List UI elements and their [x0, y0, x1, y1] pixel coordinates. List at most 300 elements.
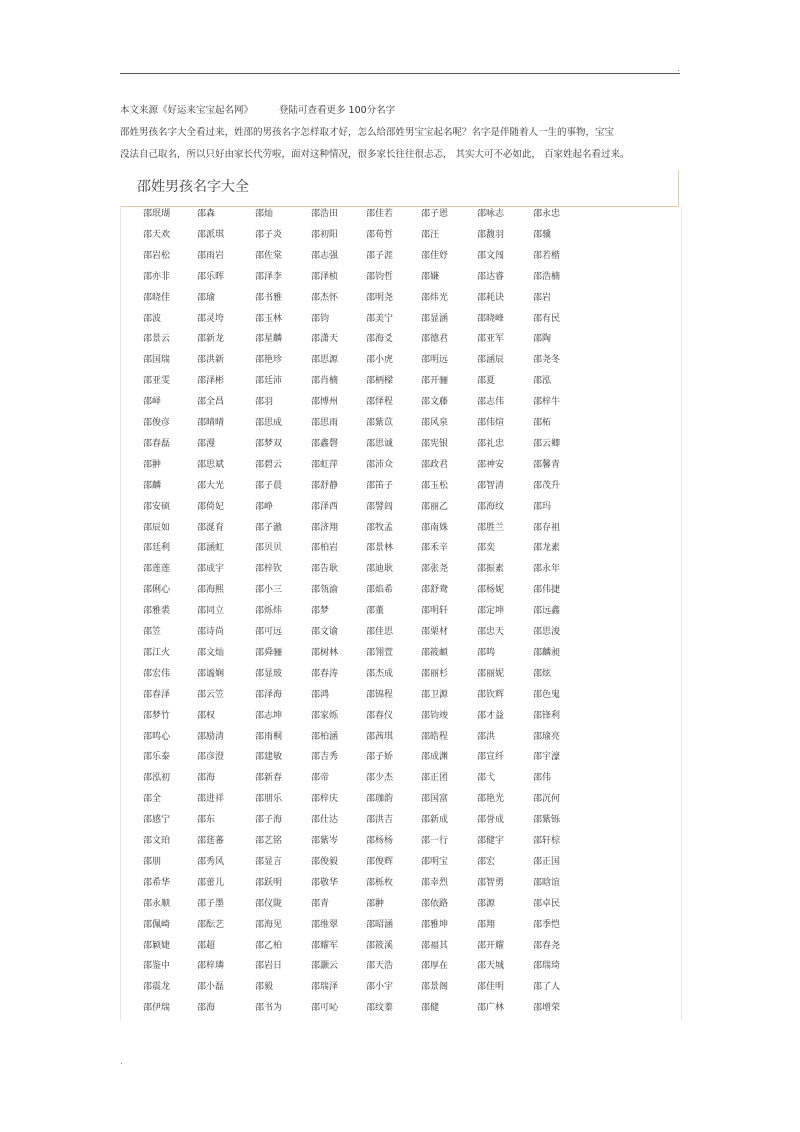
name-entry: 邵宣纤 — [477, 752, 505, 763]
name-entry: 邵增荣 — [533, 1003, 561, 1014]
name-entry: 邵董 — [366, 606, 385, 617]
name-entry: 邵毅 — [255, 982, 274, 993]
name-entry: 邵峄 — [143, 397, 162, 408]
name-entry: 邵明宝 — [421, 856, 449, 867]
name-entry: 邵海见 — [255, 919, 283, 930]
name-entry: 邵丽妮 — [477, 668, 505, 679]
name-entry: 邵鸿 — [311, 689, 330, 700]
name-entry: 邵安硕 — [143, 501, 171, 512]
name-entry: 邵瑜亮 — [533, 731, 561, 742]
name-entry: 邵伟煊 — [477, 418, 505, 428]
name-entry: 邵乙柏 — [255, 940, 283, 951]
name-entry: 邵翀 — [143, 459, 162, 470]
name-entry: 邵昭涵 — [366, 919, 394, 930]
name-entry: 邵开耀 — [477, 940, 505, 951]
name-entry: 邵永年 — [533, 564, 561, 575]
name-entry: 邵成渊 — [421, 752, 449, 763]
name-entry: 邵少杰 — [366, 773, 394, 784]
name-entry: 邵珈韵 — [366, 794, 394, 805]
name-entry: 邵龙素 — [533, 543, 561, 554]
name-entry: 邵文藤 — [421, 397, 449, 408]
name-entry: 邵小磊 — [197, 982, 225, 993]
name-entry: 邵天欢 — [143, 229, 171, 240]
name-entry: 邵子恩 — [421, 209, 449, 219]
intro-block — [120, 100, 685, 166]
name-entry: 邵耗诀 — [477, 292, 505, 303]
name-entry: 邵进祥 — [197, 794, 225, 805]
login-more-link[interactable]: 登陆可查看更多 100分名字 — [279, 105, 396, 116]
name-entry: 邵达睿 — [477, 271, 505, 282]
name-entry: 邵灵垮 — [197, 313, 225, 324]
name-entry: 邵禾辛 — [421, 543, 449, 554]
name-entry: 邵玛 — [533, 501, 552, 512]
name-entry: 邵振素 — [477, 564, 505, 575]
name-entry: 邵灏云 — [311, 961, 339, 972]
name-entry: 邵栎枚 — [366, 877, 394, 888]
name-entry: 邵筱溪 — [366, 940, 394, 951]
name-entry: 邵子炎 — [255, 229, 283, 240]
name-entry: 邵紫岑 — [311, 836, 339, 846]
name-entry: 邵海 — [197, 1003, 216, 1014]
section-header-card — [120, 170, 679, 207]
name-entry: 邵卓民 — [533, 898, 561, 909]
name-entry: 邵景云 — [143, 334, 171, 345]
name-entry: 邵柏岩 — [311, 543, 339, 554]
name-entry: 邵维翠 — [311, 919, 339, 930]
name-entry: 邵杰成 — [366, 668, 394, 679]
name-entry: 邵洪吉 — [366, 815, 394, 826]
name-entry: 邵尧冬 — [533, 355, 561, 366]
name-entry: 邵才益 — [477, 710, 505, 721]
name-entry: 邵潇天 — [311, 334, 339, 345]
name-entry: 邵馥羽 — [477, 229, 505, 240]
name-entry: 邵永忠 — [533, 209, 561, 219]
name-entry: 邵礼忠 — [477, 438, 505, 449]
name-entry: 邵雅裘 — [143, 606, 171, 617]
name-entry: 邵浩楠 — [533, 271, 561, 282]
name-entry: 邵思成 — [255, 418, 283, 428]
name-entry: 邵晓峰 — [477, 313, 505, 324]
name-entry: 邵伟 — [533, 773, 552, 784]
name-entry: 邵柄樑 — [366, 376, 394, 387]
name-entry: 邵纹蓁 — [366, 1003, 394, 1014]
name-entry: 邵超 — [197, 940, 216, 951]
name-entry: 邵季恺 — [533, 919, 561, 930]
name-entry: 邵仕达 — [311, 815, 339, 826]
name-entry: 邵新春 — [255, 773, 283, 784]
name-entry: 邵权 — [197, 710, 216, 721]
name-entry: 邵景林 — [366, 543, 394, 554]
name-entry: 邵树林 — [311, 647, 339, 658]
name-entry: 邵励清 — [197, 731, 225, 742]
name-entry: 邵洪 — [477, 731, 496, 742]
name-entry: 邵色鬼 — [533, 689, 561, 700]
name-entry: 邵春涛 — [311, 668, 339, 679]
name-entry: 邵全 — [143, 794, 162, 805]
name-entry: 邵健宇 — [477, 836, 505, 846]
name-entry: 邵鑫磬 — [311, 438, 339, 449]
name-entry: 邵舜骊 — [255, 647, 283, 658]
name-entry: 邵誉成 — [477, 815, 505, 826]
name-entry: 邵国瑞 — [143, 355, 171, 366]
name-entry: 邵青 — [311, 898, 330, 909]
name-entry: 邵钧哲 — [366, 271, 394, 282]
name-entry: 邵胜兰 — [477, 522, 505, 533]
name-entry: 邵廷沛 — [255, 376, 283, 387]
name-entry: 邵同立 — [197, 606, 225, 617]
name-entry: 邵栗材 — [421, 627, 449, 637]
name-entry: 邵岩松 — [143, 250, 171, 261]
name-entry: 邵涵虹 — [197, 543, 225, 554]
name-entry: 邵瑞琦 — [533, 961, 561, 972]
name-entry: 邵诗尚 — [197, 627, 225, 637]
name-entry: 邵烁炜 — [255, 606, 283, 617]
name-entry: 邵智勇 — [477, 877, 505, 888]
name-entry: 邵永顺 — [143, 898, 171, 909]
name-entry: 邵柏涵 — [311, 731, 339, 742]
name-entry: 邵春磊 — [143, 438, 171, 449]
name-entry: 邵紫铄 — [533, 815, 561, 826]
header-rule — [120, 73, 680, 74]
name-entry: 邵谧娴 — [197, 668, 225, 679]
name-entry: 邵明尧 — [366, 292, 394, 303]
name-entry: 邵翎萱 — [366, 647, 394, 658]
name-entry: 邵艳珍 — [255, 355, 283, 366]
name-entry: 邵泓初 — [143, 773, 171, 784]
name-entry: 邵幸烈 — [421, 877, 449, 888]
name-entry: 邵鸣 — [477, 647, 496, 658]
name-entry: 邵定坤 — [477, 606, 505, 617]
name-entry: 邵泽西 — [311, 501, 339, 512]
name-entry: 邵沛众 — [366, 459, 394, 470]
name-entry: 邵锋利 — [533, 710, 561, 721]
name-entry: 邵海爻 — [366, 334, 394, 345]
name-entry: 邵德君 — [421, 334, 449, 345]
name-entry: 邵迪耿 — [366, 564, 394, 575]
name-entry: 邵佩崎 — [143, 919, 171, 930]
name-entry: 邵笛子 — [366, 480, 394, 491]
name-entry: 邵宇濠 — [533, 752, 561, 763]
name-entry: 邵跃明 — [255, 877, 283, 888]
name-entry: 邵荀哲 — [366, 229, 394, 240]
name-entry: 邵轩棕 — [533, 836, 561, 846]
name-entry: 邵颖婕 — [143, 940, 171, 951]
name-entry: 邵泓 — [533, 376, 552, 387]
corner-mark-bottom: . — [120, 1057, 123, 1067]
name-entry: 邵帝 — [311, 773, 330, 784]
name-entry: 邵鸣心 — [143, 731, 171, 742]
name-entry: 邵开骊 — [421, 376, 449, 387]
name-entry: 邵雨岩 — [197, 250, 225, 261]
name-entry: 邵海 — [197, 773, 216, 784]
name-entry: 邵书为 — [255, 1003, 283, 1014]
name-entry: 邵新龙 — [197, 334, 225, 345]
name-entry: 邵伟捷 — [533, 585, 561, 596]
name-entry: 邵泽彬 — [197, 376, 225, 387]
name-entry: 邵源 — [477, 898, 496, 909]
name-entry: 邵东 — [197, 815, 216, 826]
name-entry: 邵杨妮 — [477, 585, 505, 596]
name-entry: 邵羽 — [255, 397, 274, 408]
source-line — [120, 100, 685, 122]
intro-line-1: 邵姓男孩名字大全看过来，姓邵的男孩名字怎样取才好，怎么给邵姓男宝宝起名呢？名字是伴随着人一生的事物，宝宝 — [120, 127, 615, 138]
name-entry: 邵波 — [143, 313, 162, 324]
name-entry: 邵宪银 — [421, 438, 449, 449]
name-entry: 邵梓牛 — [533, 397, 561, 408]
name-entry: 邵张尧 — [421, 564, 449, 575]
name-entry: 邵海纹 — [477, 501, 505, 512]
name-entry: 邵麟 — [143, 480, 162, 491]
name-entry: 邵大光 — [197, 480, 225, 491]
name-entry: 邵碧云 — [255, 459, 283, 470]
name-entry: 邵涎育 — [197, 522, 225, 533]
name-entry: 邵杰怀 — [311, 292, 339, 303]
name-entry: 邵洪新 — [197, 355, 225, 366]
name-entry: 邵子海 — [255, 815, 283, 826]
name-entry: 邵有民 — [533, 313, 561, 324]
name-entry: 邵泽李 — [255, 271, 283, 282]
name-entry: 邵灿 — [255, 209, 274, 219]
name-entry: 邵玉松 — [421, 480, 449, 491]
name-entry: 邵柘 — [533, 418, 552, 428]
name-entry: 邵骥 — [533, 229, 552, 240]
name-entry: 邵漫 — [197, 438, 216, 449]
name-entry: 邵若楷 — [533, 250, 561, 261]
name-entry: 邵泽桢 — [311, 271, 339, 282]
name-entry: 邵佳明 — [477, 982, 505, 993]
name-entry: 邵存祖 — [533, 522, 561, 533]
name-entry: 邵丽杉 — [421, 668, 449, 679]
name-entry: 邵弋 — [477, 773, 496, 784]
name-entry: 邵思雨 — [311, 418, 339, 428]
name-entry: 邵可远 — [255, 627, 283, 637]
name-entry: 邵子墨 — [197, 898, 225, 909]
name-entry: 邵小宇 — [366, 982, 394, 993]
name-entry: 邵梦 — [311, 606, 330, 617]
source-text: 本文来源《好运来宝宝起名网》 — [120, 105, 254, 116]
name-entry: 邵子涯 — [366, 250, 394, 261]
name-entry: 邵咏志 — [477, 209, 505, 219]
name-entry: 邵政君 — [421, 459, 449, 470]
name-entry: 邵莲莲 — [143, 564, 171, 575]
name-entry: 邵正国 — [533, 856, 561, 867]
name-entry: 邵显言 — [255, 856, 283, 867]
name-entry: 邵显涵 — [421, 313, 449, 324]
name-entry: 邵梓庆 — [311, 794, 339, 805]
name-entry: 邵成宇 — [197, 564, 225, 575]
name-entry: 邵丽乙 — [421, 501, 449, 512]
name-entry: 邵志伟 — [477, 397, 505, 408]
name-entry: 邵玉林 — [255, 313, 283, 324]
name-entry: 邵天浩 — [366, 961, 394, 972]
name-entry: 邵仪陇 — [255, 898, 283, 909]
name-entry: 邵宏伟 — [143, 668, 171, 679]
name-entry: 邵依路 — [421, 898, 449, 909]
name-entry: 邵莛蕃 — [197, 836, 225, 846]
name-entry: 邵书雅 — [255, 292, 283, 303]
name-entry: 邵炜光 — [421, 292, 449, 303]
name-entry: 邵蕾儿 — [197, 877, 225, 888]
name-entry: 邵佳若 — [366, 209, 394, 219]
name-entry: 邵敬华 — [311, 877, 339, 888]
name-entry: 邵一行 — [421, 836, 449, 846]
name-entry: 邵瑞泽 — [311, 982, 339, 993]
name-entry: 邵艳光 — [477, 794, 505, 805]
name-entry: 邵震龙 — [143, 982, 171, 993]
name-entry: 邵奕 — [477, 543, 496, 554]
name-entry: 邵济翔 — [311, 522, 339, 533]
name-entry: 邵希华 — [143, 877, 171, 888]
name-entry: 邵瓴渝 — [311, 585, 339, 596]
name-entry: 邵厚在 — [421, 961, 449, 972]
name-entry: 邵显玻 — [255, 668, 283, 679]
name-entry: 邵云笠 — [197, 689, 225, 700]
name-list — [120, 206, 682, 1021]
name-entry: 邵翔 — [477, 919, 496, 930]
name-entry: 邵宏 — [477, 856, 496, 867]
name-entry: 邵佐棠 — [255, 250, 283, 261]
name-entry: 邵博州 — [311, 397, 339, 408]
name-entry: 邵晓佳 — [143, 292, 171, 303]
name-entry: 邵涵辰 — [477, 355, 505, 366]
name-entry: 邵智清 — [477, 480, 505, 491]
name-entry: 邵乐晖 — [197, 271, 225, 282]
name-entry: 邵俊毅 — [311, 856, 339, 867]
name-entry: 邵钦辉 — [477, 689, 505, 700]
name-entry: 邵春仪 — [366, 710, 394, 721]
name-entry: 邵俊彦 — [143, 418, 171, 428]
name-entry: 邵小三 — [255, 585, 283, 596]
name-entry: 邵文谕 — [311, 627, 339, 637]
name-entry: 邵卫源 — [421, 689, 449, 700]
name-entry: 邵森 — [197, 209, 216, 219]
name-entry: 邵晗谊 — [533, 877, 561, 888]
name-entry: 邵鉴中 — [143, 961, 171, 972]
name-entry: 邵思斌 — [197, 459, 225, 470]
name-entry: 邵彦澄 — [197, 752, 225, 763]
name-entry: 邵伊瑞 — [143, 1003, 171, 1014]
name-entry: 邵佳妤 — [421, 250, 449, 261]
name-entry: 邵雨桐 — [255, 731, 283, 742]
name-entry: 邵馨青 — [533, 459, 561, 470]
name-entry: 邵江火 — [143, 647, 171, 658]
name-entry: 邵汪 — [421, 229, 440, 240]
name-entry: 邵怿程 — [366, 397, 394, 408]
name-entry: 邵思源 — [311, 355, 339, 366]
name-entry: 邵紫苡 — [366, 418, 394, 428]
name-entry: 邵倚妃 — [197, 501, 225, 512]
name-entry: 邵筱頔 — [421, 647, 449, 658]
name-entry: 邵廷利 — [143, 543, 171, 554]
name-entry: 邵派琪 — [197, 229, 225, 240]
name-entry: 邵茂升 — [533, 480, 561, 491]
section-title: 邵姓男孩名字大全 — [137, 179, 249, 195]
name-entry: 邵珉瑚 — [143, 209, 171, 219]
name-entry: 邵秀风 — [197, 856, 225, 867]
name-entry: 邵感宁 — [143, 815, 171, 826]
name-entry: 邵远鑫 — [533, 606, 561, 617]
name-entry: 邵翀 — [366, 898, 385, 909]
name-entry: 邵云卿 — [533, 438, 561, 449]
name-entry: 邵亦非 — [143, 271, 171, 282]
name-entry: 邵全昌 — [197, 397, 225, 408]
name-entry: 邵志坤 — [255, 710, 283, 721]
name-entry: 邵艺铭 — [255, 836, 283, 846]
name-entry: 邵初阳 — [311, 229, 339, 240]
name-entry: 邵亚雯 — [143, 376, 171, 387]
name-entry: 邵雅坤 — [421, 919, 449, 930]
name-entry: 邵健 — [421, 1003, 440, 1014]
name-entry: 邵文灿 — [197, 647, 225, 658]
name-entry: 邵神安 — [477, 459, 505, 470]
name-entry: 邵辰如 — [143, 522, 171, 533]
name-entry: 邵明远 — [421, 355, 449, 366]
name-entry: 邵俐心 — [143, 585, 171, 596]
name-entry: 邵笠 — [143, 627, 162, 637]
name-entry: 邵美宁 — [366, 313, 394, 324]
name-entry: 邵钧竣 — [421, 710, 449, 721]
name-entry: 邵文珀 — [143, 836, 171, 846]
name-entry: 邵麟昶 — [533, 647, 561, 658]
name-entry: 邵亚军 — [477, 334, 505, 345]
name-entry: 邵夏 — [477, 376, 496, 387]
name-entry: 邵子娇 — [366, 752, 394, 763]
name-entry: 邵朋乐 — [255, 794, 283, 805]
name-entry: 邵泽海 — [255, 689, 283, 700]
name-entry: 邵朋 — [143, 856, 162, 867]
name-entry: 邵皓程 — [421, 731, 449, 742]
name-entry: 邵风泉 — [421, 418, 449, 428]
name-entry: 邵可吣 — [311, 1003, 339, 1014]
name-entry: 邵锦程 — [366, 689, 394, 700]
name-entry: 邵了人 — [533, 982, 561, 993]
name-entry: 邵文闯 — [477, 250, 505, 261]
name-entry: 邵俊辉 — [366, 856, 394, 867]
name-entry: 邵天城 — [477, 961, 505, 972]
name-entry: 邵思诚 — [366, 438, 394, 449]
name-entry: 邵譬闾 — [366, 501, 394, 512]
name-entry: 邵吉秀 — [311, 752, 339, 763]
name-entry: 邵舒鸯 — [421, 585, 449, 596]
name-entry: 邵新成 — [421, 815, 449, 826]
name-entry: 邵焰希 — [366, 585, 394, 596]
name-entry: 邵晴晴 — [197, 418, 225, 428]
name-entry: 邵子澈 — [255, 522, 283, 533]
name-entry: 邵茜琪 — [366, 731, 394, 742]
name-entry: 邵春泽 — [143, 689, 171, 700]
name-entry: 邵峥 — [255, 501, 274, 512]
name-entry: 邵春尧 — [533, 940, 561, 951]
name-entry: 邵佳思 — [366, 627, 394, 637]
name-entry: 邵忠天 — [477, 627, 505, 637]
name-entry: 邵炫 — [533, 668, 552, 679]
name-entry: 邵瑜 — [197, 292, 216, 303]
name-entry: 邵梦竹 — [143, 710, 171, 721]
name-entry: 邵虹萍 — [311, 459, 339, 470]
name-entry: 邵陶 — [533, 334, 552, 345]
name-entry: 邵海熙 — [197, 585, 225, 596]
name-entry: 邵小虎 — [366, 355, 394, 366]
corner-mark-top: . — [677, 64, 680, 74]
name-entry: 邵浩田 — [311, 209, 339, 219]
name-entry: 邵嫌 — [421, 271, 440, 282]
name-entry: 邵乐泰 — [143, 752, 171, 763]
name-entry: 邵杨杨 — [366, 836, 394, 846]
name-entry: 邵南姝 — [421, 522, 449, 533]
name-entry: 邵耀军 — [311, 940, 339, 951]
name-entry: 邵思浚 — [533, 627, 561, 637]
name-entry: 邵牧孟 — [366, 522, 394, 533]
